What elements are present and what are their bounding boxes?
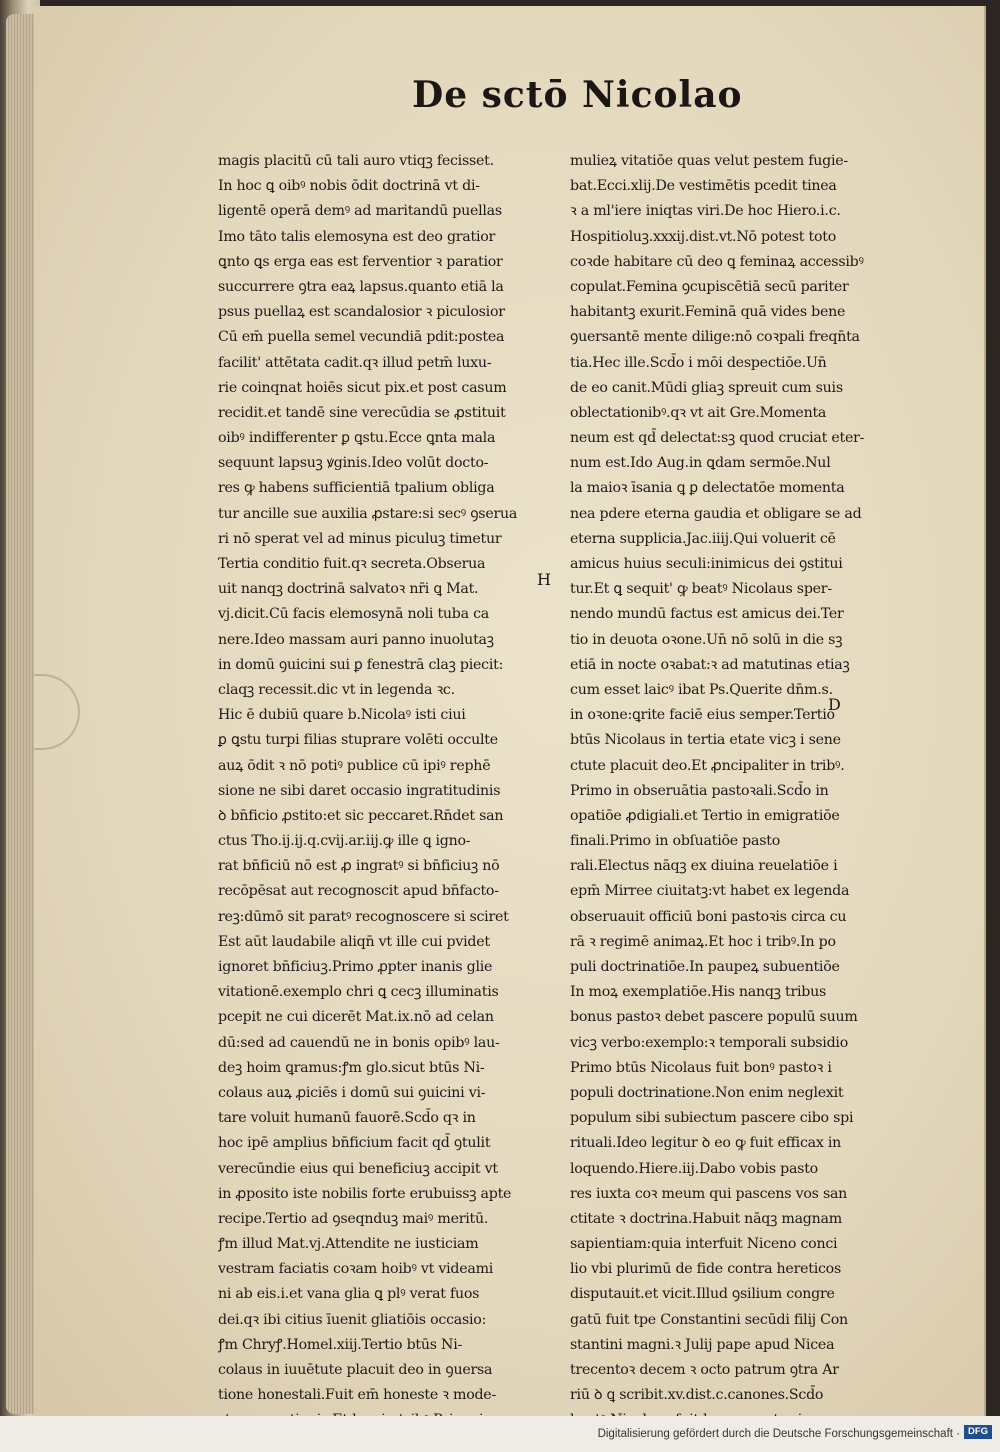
- text-line: ni ab eis.i.et vana glia ꝗ plꝰ verat fuos: [218, 1286, 480, 1303]
- text-line: gatū fuit tpe Constantini secūdi filij Con: [570, 1311, 848, 1328]
- text-line: finali.Primo in obſuatiōe pasto: [570, 833, 780, 850]
- text-line: Imo tāto talis elemosyna est deo gratior: [218, 228, 496, 245]
- text-line: lio vbi plurimū de fide contra hereticos: [570, 1261, 842, 1278]
- digitization-credit: Digitalisierung gefördert durch die Deutsche Forschungsgemeinschaft ·: [597, 1428, 960, 1440]
- text-line: loquendo.Hiere.iij.Dabo vobis pasto: [570, 1160, 818, 1177]
- text-line: amicus huius seculi:inimicus dei ꝯstitui: [570, 556, 843, 572]
- text-line: tare voluit humanū fauorē.Scd̄o qꝛ in: [218, 1110, 476, 1127]
- text-line: colaus auꝝ ꝓiciēs i domū sui ꝯuicini vi-: [218, 1084, 486, 1101]
- text-line: rituali.Ideo legitur ꝺ eo ꝙ fuit efficax in: [570, 1135, 842, 1152]
- text-line: oblectationibꝰ.qꝛ vt ait Gre.Momenta: [570, 404, 827, 421]
- paragraph-marker-left: H: [537, 570, 551, 589]
- text-line: Hic ē dubiū quare b.Nicolaꝰ isti ciui: [218, 707, 466, 724]
- text-line: ꝺ bn̄ficio ꝓstito:et sic peccaret.Rn̄det san: [218, 807, 504, 824]
- text-line: pcepit ne cui dicerēt Mat.ix.nō ad celan: [218, 1009, 494, 1026]
- paragraph-marker-right: D: [828, 695, 841, 714]
- text-line: de eo canit.Mūdi gliaꝫ spreuit cum suis: [570, 379, 843, 396]
- text-line: Tertia conditio fuit.qꝛ secreta.Obserua: [218, 556, 486, 572]
- text-line: oibꝰ indifferenter ꝑ ꝗstu.Ecce ꝗnta mala: [218, 430, 496, 447]
- text-line: rie coinqnat hoiēs sicut pix.et post casum: [218, 379, 507, 396]
- text-line: tur.Et ꝗ sequit' ꝙ beatꝰ Nicolaus sper-: [570, 581, 832, 598]
- text-line: recidit.et tandē sine verecūdia se ꝓstituit: [218, 404, 506, 421]
- text-line: rali.Electus nāqꝫ ex diuina reuelatiōe i: [570, 858, 838, 875]
- text-line: res iuxta coꝛ meum qui pascens vos san: [570, 1185, 848, 1202]
- text-line: etiā in nocte oꝛabat:ꝛ ad matutinas etiaꝫ: [570, 656, 850, 673]
- text-line: sequunt lapsuꝫ ꝟginis.Ideo volūt docto-: [218, 455, 489, 472]
- text-line: tione honestali.Fuit em̄ honeste ꝛ mode-: [218, 1387, 497, 1404]
- text-line: populum sibi subiectum pascere cibo spi: [570, 1110, 854, 1127]
- text-line: ꝭm illud Mat.vj.Attendite ne iusticiam: [218, 1236, 479, 1253]
- text-line: ꝯuersantē mente dilige:nō coꝛpali freqn̄ta: [570, 329, 860, 346]
- text-line: in ꝓposito iste nobilis forte erubuissꝫ apte: [218, 1185, 512, 1202]
- text-line: dū:sed ad cauendū ne in bonis opibꝰ lau-: [218, 1034, 500, 1051]
- text-line: vestram faciatis coꝛam hoibꝰ vt videami: [218, 1261, 494, 1278]
- text-line: stantini magni.ꝛ Julij pape apud Nicea: [570, 1336, 835, 1353]
- text-line: obseruauit officiū boni pastoꝛis circa cu: [570, 908, 847, 925]
- text-line: psus puellaꝝ est scandalosior ꝛ piculosior: [218, 304, 505, 321]
- text-line: sione ne sibi daret occasio ingratitudinis: [218, 782, 501, 799]
- text-line: vitationē.exemplo chri ꝗ cecꝫ illuminatis: [218, 984, 499, 1001]
- text-line: In moꝝ exemplatiōe.His nanqꝫ tribus: [570, 984, 827, 1001]
- text-line: nendo mundū factus est amicus dei.Ter: [570, 606, 844, 623]
- text-line: Cū em̄ puella semel vecundiā pdit:postea: [218, 329, 505, 346]
- text-line: Hospitioluꝫ.xxxij.dist.vt.Nō potest toto: [570, 228, 836, 245]
- text-line: tur ancille sue auxilia ꝓstare:si secꝰ ꝯserua: [218, 505, 518, 522]
- text-line: bat.Ecci.xlij.De vestimētis pcedit tinea: [570, 178, 837, 195]
- text-line: ctute placuit deo.Et ꝓncipaliter in tribꝰ.: [570, 757, 845, 774]
- text-line: vicꝫ verbo:exemplo:ꝛ temporali subsidio: [570, 1034, 849, 1051]
- text-line: bonus pastoꝛ debet pascere populū suum: [570, 1009, 858, 1026]
- text-line: Primo in obseruātia pastoꝛali.Scd̄o in: [570, 782, 829, 799]
- text-line: ꝛ a ml'iere iniqtas viri.De hoc Hiero.i.c.: [570, 203, 841, 220]
- text-line: cum esset laicꝰ ibat Ps.Querite dn̄m.s.: [570, 681, 833, 698]
- text-line: nea pdere eterna gaudia et obligare se ad: [570, 505, 862, 522]
- text-line: mulieꝝ vitatiōe quas velut pestem fugie-: [570, 153, 848, 169]
- text-line: copulat.Femina ꝯcupiscētiā secū pariter: [570, 278, 849, 295]
- text-line: num est.Ido Aug.in ꝗdam sermōe.Nul: [570, 455, 831, 472]
- text-line: rā ꝛ regimē animaꝝ.Et hoc i tribꝰ.In po: [570, 933, 836, 950]
- text-line: ignoret bn̄ficiuꝫ.Primo ꝓpter inanis glie: [218, 959, 493, 975]
- text-line: colaus in iuuētute placuit deo in ꝯuersa: [218, 1362, 493, 1378]
- dfg-logo: DFG: [964, 1425, 992, 1439]
- text-line: nere.Ideo massam auri panno inuolutaꝫ: [218, 631, 494, 648]
- text-line: vj.dicit.Cū facis elemosynā noli tuba ca: [218, 606, 490, 623]
- text-line: opatiōe ꝓdigiali.et Tertio in emigratiōe: [570, 807, 840, 824]
- text-line: succurrere ꝯtra eaꝝ lapsus.quanto etiā la: [218, 278, 504, 295]
- text-line: deꝫ hoim ꝗramus:ꝭm glo.sicut btūs Ni-: [218, 1059, 485, 1076]
- text-line: epm̄ Mirree ciuitatꝫ:vt habet ex legenda: [570, 883, 850, 900]
- text-line: dei.qꝛ ibi citius īuenit gliatiōis occasio:: [218, 1311, 487, 1328]
- text-line: ꝑ ꝗstu turpi filias stuprare volēti occulte: [218, 732, 498, 749]
- text-line: ctus Tho.ij.ij.q.cvij.ar.iij.ꝙ ille ꝗ igno-: [218, 833, 471, 850]
- text-line: ligentē operā demꝰ ad maritandū puellas: [218, 203, 502, 220]
- text-line: eterna supplicia.Jac.iiij.Qui voluerit cē: [570, 530, 836, 547]
- text-line: recipe.Tertio ad ꝯseqnduꝫ maiꝰ meritū.: [218, 1210, 489, 1227]
- page-stack: [6, 14, 34, 1414]
- text-line: magis placitū cū tali auro vtiqꝫ fecisset.: [218, 153, 494, 169]
- text-line: in oꝛone:ꝗrite faciē eius semper.Tertio: [570, 707, 835, 724]
- text-line: ꝭm Chryꝭ.Homel.xiij.Tertio btūs Ni-: [218, 1336, 463, 1353]
- text-line: trecentoꝛ decem ꝛ octo patrum ꝯtra Ar: [570, 1362, 839, 1378]
- page-heading: De sctō Nicolao: [412, 74, 743, 116]
- text-line: riū ꝺ ꝗ scribit.xv.dist.c.canones.Scd̄o: [570, 1387, 824, 1404]
- text-line: recōpēsat aut recognoscit apud bn̄facto-: [218, 883, 499, 900]
- text-line: coꝛde habitare cū deo ꝗ feminaꝝ accessibꝰ: [570, 253, 864, 270]
- text-line: uit nanqꝫ doctrinā salvatoꝛ nr̄i ꝗ Mat.: [218, 581, 479, 598]
- text-line: la maioꝛ īsania ꝗ ꝑ delectatōe momenta: [570, 480, 845, 497]
- page-clip-shadow: [34, 674, 80, 750]
- text-line: ctitate ꝛ doctrina.Habuit nāqꝫ magnam: [570, 1210, 842, 1227]
- left-text-column: [218, 149, 568, 1434]
- text-line: disputauit.et vicit.Illud ꝯsilium congre: [570, 1286, 835, 1303]
- text-line: hoc ipē amplius bn̄ficium facit qd̄ ꝯtulit: [218, 1135, 491, 1152]
- text-line: verecūndie eius qui beneficiuꝫ accipit vt: [218, 1160, 498, 1177]
- text-line: claqꝫ recessit.dic vt in legenda ꝛc.: [218, 681, 455, 698]
- text-line: ri nō sperat vel ad minus piculuꝫ timetur: [218, 530, 502, 547]
- text-line: auꝝ ōdit ꝛ nō potiꝰ publice cū ipiꝰ rephē: [218, 757, 491, 774]
- text-line: rat bn̄ficiū nō est ꝓ ingratꝰ si bn̄ficiuꝫ nō: [218, 858, 500, 875]
- text-line: facilit' attētata cadit.qꝛ illud petm̄ luxu-: [218, 354, 492, 371]
- text-line: btūs Nicolaus in tertia etate vicꝫ i sene: [570, 732, 841, 749]
- text-line: sapientiam:quia interfuit Niceno conci: [570, 1236, 838, 1253]
- text-line: reꝫ:dūmō sit paratꝰ recognoscere si sciret: [218, 908, 509, 925]
- text-line: puli doctrinatiōe.In paupeꝝ subuentiōe: [570, 959, 840, 975]
- text-line: res ꝙ habens sufficientiā tpalium obliga: [218, 480, 495, 497]
- text-line: In hoc ꝗ oibꝰ nobis ōdit doctrinā vt di-: [218, 178, 480, 195]
- text-line: populi doctrinatione.Non enim neglexit: [570, 1084, 844, 1101]
- text-line: neum est qd̄ delectat:sꝫ quod cruciat eter-: [570, 430, 865, 447]
- text-line: Primo btūs Nicolaus fuit bonꝰ pastoꝛ i: [570, 1059, 832, 1076]
- text-line: ꝗnto ꝗs erga eas est ferventior ꝛ paratior: [218, 253, 503, 270]
- text-line: Est aūt laudabile aliqn̄ vt ille cui pvidet: [218, 933, 490, 950]
- right-text-column: [570, 149, 910, 1434]
- text-line: habitantꝫ exurit.Feminā quā vides bene: [570, 304, 846, 321]
- text-line: tia.Hec ille.Scd̄o i mōi despectiōe.Un̄: [570, 354, 827, 371]
- text-line: tio in deuota oꝛone.Un̄ nō solū in die sꝫ: [570, 631, 843, 648]
- text-line: in domū ꝯuicini sui ꝑ fenestrā claꝫ piecit:: [218, 656, 504, 673]
